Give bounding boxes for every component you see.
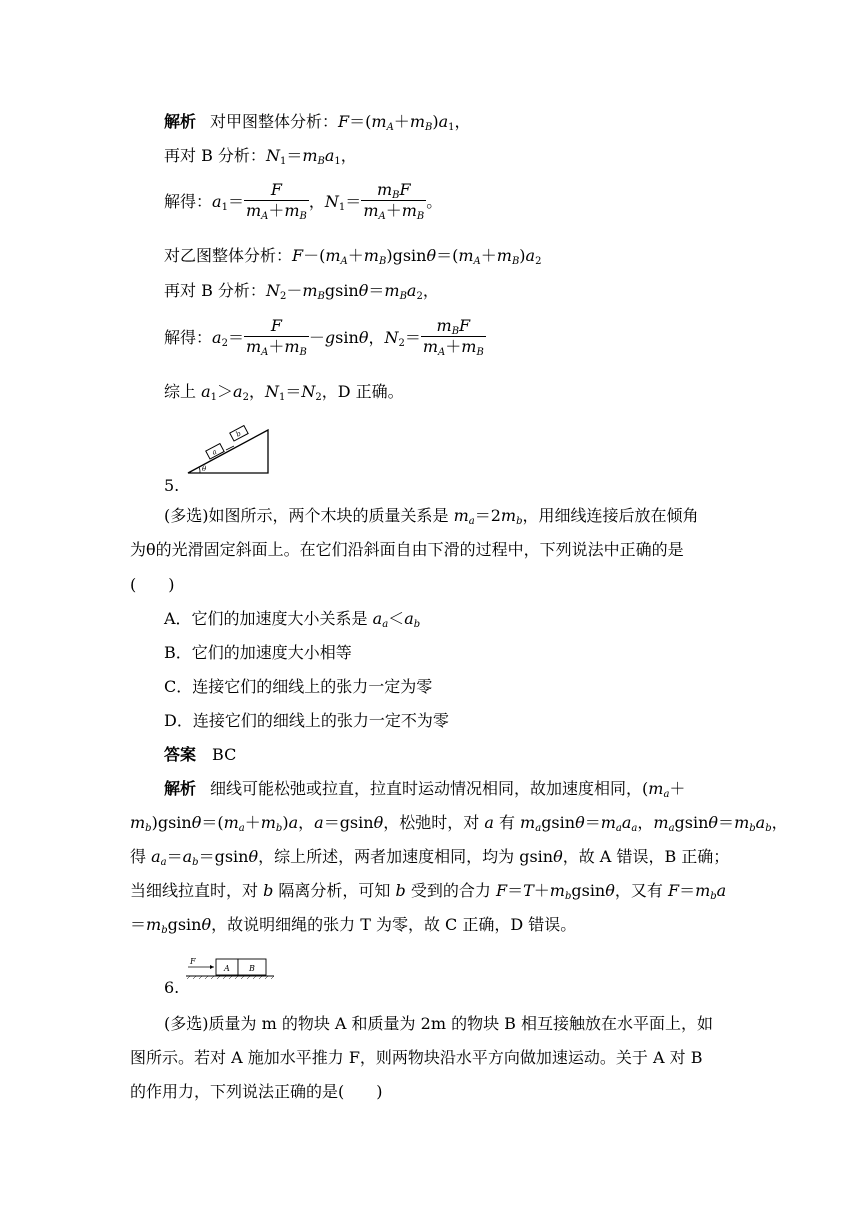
fraction: $\frac{m_BF}{m_A+m_B}$ xyxy=(422,316,484,358)
option-d: D．连接它们的细线上的张力一定不为零 xyxy=(164,711,449,730)
option-c: C．连接它们的细线上的张力一定为零 xyxy=(164,677,433,696)
blocks-figure xyxy=(186,957,276,979)
question-6-stem-1: (多选)质量为 m 的物块 A 和质量为 2m 的物块 B 相互接触放在水平面上，如 xyxy=(164,1014,714,1033)
fraction: $\frac{F}{m_A+m_B}$ xyxy=(245,316,307,358)
q5-analysis-line-3: 得 $a_a=a_b=gsin\theta$，综上所述，两者加速度相同，均为 gsinθ，故 A 错误，B 正确； xyxy=(130,847,730,868)
answer-line xyxy=(164,745,236,765)
block-b-label: b xyxy=(234,429,243,439)
block-a-label: a xyxy=(210,447,219,457)
question-5-stem-3: ( ) xyxy=(130,575,175,594)
question-5-number: 5. xyxy=(164,476,180,495)
fraction: $\frac{F}{m_A+m_B}$ xyxy=(245,180,307,222)
incline-figure xyxy=(186,424,276,476)
analysis-line-2: 再对 B 分析：$N_1=m_Ba_1$， xyxy=(164,146,357,167)
answer-label: 答案 xyxy=(164,745,197,764)
analysis-text: 解得： xyxy=(164,192,213,211)
block-a-label: A xyxy=(224,964,230,973)
analysis-line-1: 解析 对甲图整体分析：$F=(m_A+m_B)a_1$， xyxy=(164,112,471,133)
question-5-stem-2: 为θ的光滑固定斜面上。在它们沿斜面自由下滑的过程中，下列说法中正确的是 xyxy=(130,540,684,559)
force-f-label: F xyxy=(190,957,196,966)
analysis-line-3: 解得：$a_1=$ $\frac{F}{m_A+m_B}$ ，$N_1=$ $\frac{m_BF}{m_A+m_B}$ 。 xyxy=(164,180,443,222)
question-5-stem-1: (多选)如图所示，两个木块的质量关系是 $m_a=2m_b$，用细线连接后放在倾角 xyxy=(164,506,699,527)
analysis-line-6: 解得：$a_2=$ $\frac{F}{m_A+m_B}$ －gsinθ，$N_2=$ $\frac{m_BF}{m_A+m_B}$ xyxy=(164,316,484,358)
angle-theta-label: θ xyxy=(202,465,207,473)
question-6-stem-3: 的作用力，下列说法正确的是( ) xyxy=(130,1082,383,1101)
block-b-label: B xyxy=(249,964,255,973)
q5-analysis-line-2: $m_b)gsin\theta=(m_a+m_b)a$，a＝gsinθ，松弛时，对 a 有 $m_agsin\theta=m_aa_a$，$m_agsin\theta=m_ba_b$， xyxy=(130,813,788,834)
option-b: B．它们的加速度大小相等 xyxy=(164,643,352,662)
q5-analysis-line-1: 解析 细线可能松弛或拉直，拉直时运动情况相同，故加速度相同，($m_a+$ xyxy=(164,779,686,800)
analysis-text: 再对 B 分析： xyxy=(164,146,266,165)
analysis-text: 再对 B 分析： xyxy=(164,281,266,300)
answer-value: BC xyxy=(212,745,237,764)
analysis-line-4: 对乙图整体分析：$F-(m_A+m_B)gsin\theta=(m_A+m_B)a_2$ xyxy=(164,246,542,267)
fraction: $\frac{m_BF}{m_A+m_B}$ xyxy=(363,180,425,222)
question-6-number: 6. xyxy=(164,978,180,997)
question-6-stem-2: 图所示。若对 A 施加水平推力 F，则两物块沿水平方向做加速运动。关于 A 对 B xyxy=(130,1048,703,1067)
analysis-text: 对乙图整体分析： xyxy=(164,246,293,265)
option-a: A．它们的加速度大小关系是 $a_a<a_b$ xyxy=(164,609,421,630)
analysis-text: 对甲图整体分析： xyxy=(210,112,339,131)
q5-analysis-line-4: 当细线拉直时，对 b 隔离分析，可知 b 受到的合力 $F=T+m_bgsin\theta$，又有 $F=m_ba$ xyxy=(130,881,727,902)
analysis-label: 解析 xyxy=(164,779,197,798)
q5-analysis-line-5: $=m_bgsin\theta$，故说明细绳的张力 T 为零，故 C 正确，D 错误。 xyxy=(130,915,577,936)
analysis-line-7: 综上 $a_1>a_2$，$N_1=N_2$，D 正确。 xyxy=(164,382,404,403)
analysis-line-5: 再对 B 分析：$N_2-m_Bgsin\theta=m_Ba_2$， xyxy=(164,281,439,302)
analysis-label: 解析 xyxy=(164,112,197,131)
analysis-text: 综上 xyxy=(164,382,202,401)
analysis-text: 解得： xyxy=(164,328,213,347)
analysis-text: ，D 正确。 xyxy=(321,382,404,401)
